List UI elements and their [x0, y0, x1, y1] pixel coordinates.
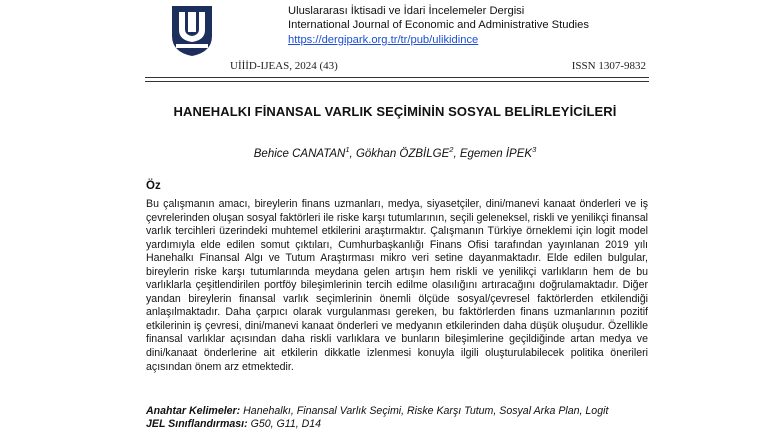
- author-list: Behice CANATAN$^1$, Gökhan ÖZBİLGE$^2$, Egemen İPEK$^3$: [253, 145, 537, 160]
- author-affiliation-mark: 2: [449, 145, 454, 154]
- abstract-heading: Öz: [146, 180, 161, 192]
- left-margin: [0, 0, 110, 432]
- header-rule: [145, 77, 649, 78]
- journal-header: [288, 4, 618, 47]
- issn-label: ISSN 1307-9832: [571, 60, 646, 72]
- volume-label: UİİİD-IJEAS, 2024 (43): [230, 60, 338, 72]
- author-affiliation-mark: 3: [532, 145, 537, 154]
- jel-label: JEL Sınıflandırması:: [146, 418, 248, 430]
- author-name: Egemen İPEK: [459, 147, 533, 160]
- keywords-block: [146, 405, 656, 431]
- journal-name-tr: Uluslararası İktisadi ve İdari İncelemeler Dergisi: [288, 5, 525, 17]
- author-name: Gökhan ÖZBİLGE: [355, 147, 450, 160]
- abstract-text: Bu çalışmanın amacı, bireylerin finans uzmanları, medya, siyasetçiler, dini/manevi kanaat önderleri ve iş çevrelerinden oluşan sosyal faktörleri ile riske karşı tutumlarının, seçili geleneksel, riskli ve yenilikçi finansal varlık tercihleri üzerindeki muhtemel etkilerini araştırmaktır. Çalışmanın Türkiye örneklemi için logit model yardımıyla elde edilen somut çıktıları, Cumhurbaşkanlığı Finans Ofisi tarafından yayınlanan 2019 yılı Hanehalkı Finansal Algı ve Tutum Araştırması mikro veri setine dayanmaktadır. Elde edilen bulgular, bireylerin riske karşı tutumlarında meydana gelen artışın hem riskli ve yenilikçi varlıkların hem de bu varlıklarla çeşitlendirilen portföy bileşimlerinin tercih edilme olasılığını artıracağını doğrulamaktadır. Diğer yandan bireylerin finansal varlık seçimlerinin önemli ölçüde sosyal/çevresel faktörlerden etkilendiği anlaşılmaktadır. Daha çarpıcı olarak vurgulanması gereken, bu faktörlerden finans uzmanlarının pozitif etkilerinin iş çevresi, dini/manevi kanaat önderleri ve medyanın etkilerinden daha düşük oluşudur. Özellikle finansal varlıklar açısından daha riskli varlıklara ve bunların bileşimlerine geçildiğinde artan medya ve dini/kanaat önderlerine ait etkilerin dikkatle izlenmesi konuyla ilgili oluşturulabilecek politika önerileri açısından önem arz etmektedir.: [146, 198, 648, 373]
- journal-url-link[interactable]: https://dergipark.org.tr/tr/pub/ulikidince: [288, 33, 479, 46]
- author-affiliation-mark: 1: [345, 145, 350, 154]
- journal-logo-icon: [166, 2, 218, 58]
- keywords-text: Hanehalkı, Finansal Varlık Seçimi, Riske Karşı Tutum, Sosyal Arka Plan, Logit: [243, 405, 609, 417]
- keywords-label: Anahtar Kelimeler:: [146, 405, 241, 417]
- journal-name-en: International Journal of Economic and Administrative Studies: [288, 19, 589, 32]
- article-title: HANEHALKI FİNANSAL VARLIK SEÇİMİNİN SOSYAL BELİRLEYİCİLERİ: [173, 104, 617, 119]
- jel-codes: G50, G11, D14: [250, 418, 322, 430]
- header-rule: [145, 81, 649, 82]
- author-name: Behice CANATAN: [253, 147, 346, 160]
